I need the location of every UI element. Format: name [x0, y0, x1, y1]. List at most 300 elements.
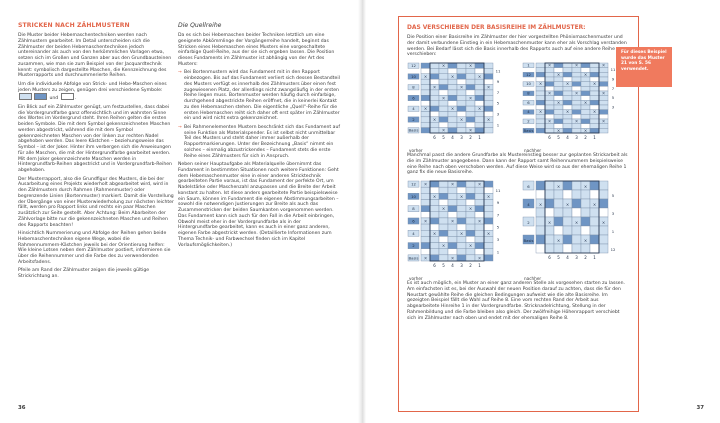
- chart-caption: nachher: [524, 148, 542, 153]
- chart-cell: [554, 119, 563, 124]
- chart-cell: [484, 224, 493, 230]
- chart-cell: [475, 128, 484, 133]
- chart-cell: [430, 187, 439, 193]
- chart-cell: [430, 63, 439, 68]
- slip-mark: ×: [459, 84, 464, 90]
- chart-cell: [466, 101, 475, 106]
- chart-cell: [430, 249, 439, 255]
- paragraph: Pfeile am Rand der Zählmuster zeigen die jeweils gültige Strickrichtung an.: [18, 268, 150, 280]
- chart-cell: [536, 86, 545, 91]
- chart-cell: [572, 244, 581, 253]
- column-number-label: 3: [460, 135, 463, 140]
- column-number-label: 3: [460, 263, 463, 268]
- chart-cell: [448, 230, 457, 236]
- chart-cell: [484, 128, 493, 133]
- chart-cell: [466, 236, 475, 242]
- page-number: 37: [696, 405, 704, 411]
- slip-mark: ×: [468, 63, 473, 69]
- slip-mark: ×: [477, 255, 482, 261]
- slip-mark: ×: [565, 81, 570, 87]
- row-number-label: 4: [412, 106, 415, 112]
- chart-cell: [457, 122, 466, 127]
- row-number-label: 5: [611, 192, 615, 198]
- column-number-label: 4: [451, 135, 454, 140]
- chart-cell: [545, 124, 554, 129]
- chart-cell: [554, 217, 563, 226]
- column-number-label: 3: [575, 255, 578, 260]
- chart-cell: [475, 199, 484, 205]
- chart-cell: [599, 128, 608, 133]
- row-number-label: 11: [610, 67, 616, 73]
- chart-cell: [439, 212, 448, 218]
- chart-cell: [536, 226, 545, 235]
- slip-mark: ×: [592, 81, 597, 87]
- chart-cell: [545, 82, 554, 87]
- chart-cell: [448, 79, 457, 84]
- row-number-label: 9: [611, 76, 615, 82]
- chart-cell: [599, 244, 608, 253]
- chart-cell: [599, 100, 608, 105]
- chart-cell: [430, 212, 439, 218]
- row-number-label: 5: [496, 224, 500, 230]
- section-heading: STRICKEN NACH ZÄHLMUSTERN: [18, 22, 130, 29]
- slip-mark: ×: [423, 218, 428, 224]
- row-number-label: 2: [412, 243, 415, 249]
- arrow-list: [178, 70, 341, 159]
- chart-cell: [581, 91, 590, 96]
- chart-cell: [448, 193, 457, 199]
- chart-cell: [545, 181, 554, 190]
- chart-cell: [563, 114, 572, 119]
- chart-cell: [421, 236, 430, 242]
- slip-mark: ×: [441, 243, 446, 249]
- paragraph: Manchmal passt die andere Grundfarbe als Mustereinstieg besser zur geplanten Strickarbeit als die im Zählmuster angegebene. Dann kann der Rapport samt Reihennummern beispielsweise eine Reihe nach oben verschoben werden. Auf diese Weise wird so aus der ehemaligen Reihe 1 ganz fix die neue Basisreihe.: [407, 153, 628, 176]
- chart-cell: [554, 114, 563, 119]
- chart-cell: [590, 86, 599, 91]
- paragraph-text: und: [49, 96, 59, 102]
- chart-cell: [448, 85, 457, 90]
- chart-cell: [439, 79, 448, 84]
- row-number-label: 7: [611, 85, 615, 91]
- chart-cell: [572, 82, 581, 87]
- slip-mark: ×: [432, 230, 437, 236]
- chart-cell: [448, 249, 457, 255]
- chart-cell: [430, 128, 439, 133]
- slip-mark: ×: [583, 183, 588, 189]
- paragraph: Neben seiner Hauptaufgabe als Materialquelle übernimmt das Fundament in bestimmten Situationen noch weitere Funktionen: Geht dem Hebemaschenmuster eine in einer anderen Stricktechnik gearbeiteten Partie voraus, ist das Fundament der perfekte Ort, um Nadelstärke oder Maschenzahl anzupassen und die Breite der Arbeit konstant zu halten. Ist diese anders gearbeitete Partie beispielsweise ein Saum, können im Fundament die eigenen Abstimmungsarbeiten – sowohl die notwendigen Justierungen zur Breite als auch das Zusammenstricken der beiden Saumkanten vorgenommen werden. Das Fundament kann sich auch für den Fall in die Arbeit einbringen, Obwohl meist eher in der Vordergrundfarbe als in der Hintergrundfarbe gearbeitet, kann es auch in einer ganz anderen, eigenen Farbe abgestrickt werden. (Detaillierte Informationen zum Thema Technik- und Farbwechsel finden sich im Kapitel Vorlaufsmöglichkeiten.): [178, 162, 339, 248]
- chart-cell: [599, 235, 608, 244]
- slip-mark: ×: [583, 237, 588, 243]
- chart-cell: [457, 101, 466, 106]
- chart-cell: [466, 193, 475, 199]
- chart-cell: [554, 190, 563, 199]
- chart-cell: [572, 105, 581, 110]
- chart-cell: [466, 74, 475, 79]
- slip-mark: ×: [441, 206, 446, 212]
- slip-mark: ×: [459, 193, 464, 199]
- chart-cell: [536, 190, 545, 199]
- chart-cell: [484, 181, 493, 187]
- chart-cell: [457, 128, 466, 133]
- chart-cell: [466, 212, 475, 218]
- slip-mark: ×: [468, 206, 473, 212]
- chart-cell: [554, 77, 563, 82]
- chart-cell: [457, 212, 466, 218]
- column-number-label: 5: [557, 255, 560, 260]
- chart-cell: [466, 85, 475, 90]
- chart-cell: [475, 90, 484, 95]
- row-number-label: 10: [526, 81, 531, 87]
- row-number-label: Basis: [523, 237, 534, 243]
- paragraph: Es ist auch möglich, ein Muster an einer ganz anderen Stelle als vorgesehen starten zu lassen. Am einfachsten ist es, bei der Auswahl der neuen Position darauf zu achten, dass die für den Neustart gewählte Reihe die gleichen Bedingungen aufweist wie die alte Basisreihe. Im gezeigten Beispiel fällt die Wahl auf Reihe 8. Eine vom rechten Rand der Arbeit aus abgearbeitete Hinreihe 1 in der Vordergrundfarbe. Stricknadelrichtung, Stellung in der Rahmenbildung und die Farbe bleiben also gleich. Der zwölfreihige Höhenrapport verschiebt sich im Zählmuster nach oben und endet mit der ehemaligen Reihe 8.: [407, 281, 625, 321]
- paragraph: Hinsichtlich Nummerierung und Abfolge der Reihen gehen beide Hebemaschentechniken eigene Wege, wobei die Rahmennummern-Kästchen jeweils bei der Orientierung helfen: Wie kleine Lotsen neben dem Zählmuster postiert, informieren sie über die Reihennummer und die Farbe des zu verwendenden Arbeitsfadens.: [18, 231, 171, 265]
- chart-cell: [590, 190, 599, 199]
- chart-before-2: [407, 179, 507, 281]
- chart-cell: [421, 249, 430, 255]
- chart-cell: [545, 72, 554, 77]
- chart-cell: [581, 119, 590, 124]
- chart-cell: [536, 235, 545, 244]
- chart-cell: [572, 199, 581, 208]
- chart-cell: [484, 218, 493, 224]
- chart-cell: [581, 105, 590, 110]
- slip-mark: ×: [468, 127, 473, 133]
- chart-cell: [421, 111, 430, 116]
- chart-cell: [484, 68, 493, 73]
- chart-cell: [554, 63, 563, 68]
- chart-cell: [439, 74, 448, 79]
- row-number-label: 1: [496, 249, 500, 255]
- chart-cell: [563, 128, 572, 133]
- slip-mark: ×: [423, 106, 428, 112]
- chart-cell: [554, 110, 563, 115]
- slip-mark: ×: [450, 73, 455, 79]
- chart-cell: [599, 208, 608, 217]
- chart-cell: [466, 187, 475, 193]
- chart-cell: [563, 91, 572, 96]
- chart-cell: [536, 68, 545, 73]
- row-number-label: 8: [412, 206, 415, 212]
- chart-cell: [536, 181, 545, 190]
- chart-cell: [599, 72, 608, 77]
- chart-cell: [448, 236, 457, 242]
- chart-cell: [536, 124, 545, 129]
- chart-cell: [536, 208, 545, 217]
- chart-cell: [466, 117, 475, 122]
- chart-cell: [448, 90, 457, 95]
- chart-cell: [484, 74, 493, 79]
- chart-cell: [448, 63, 457, 68]
- slip-mark: ×: [432, 116, 437, 122]
- chart-cell: [599, 96, 608, 101]
- chart-cell: [590, 96, 599, 101]
- chart-cell: [484, 249, 493, 255]
- chart-cell: [439, 187, 448, 193]
- right-page: [362, 0, 720, 423]
- chart-cell: [545, 128, 554, 133]
- chart-cell: [590, 217, 599, 226]
- row-number-label: 11: [495, 68, 501, 74]
- chart-cell: [457, 199, 466, 205]
- chart-cell: [590, 235, 599, 244]
- row-number-label: 6: [527, 99, 530, 105]
- column-number-label: 2: [584, 135, 587, 140]
- paragraph: Die Muster beider Hebemaschentechniken werden nach Zählmustern gearbeitet. Im Detail unterscheiden sich die Zählmuster der beiden Hebemaschentechniken jedoch untereinander als auch von den herkömmlichen Vorlagen etwa, setzen sich im Großen und Ganzen aber aus den Grundbausteinen zusammen, wie man sie zum Beispiel von der Jacquardtechnik kennt: symbolisch dargestellte Maschen, die Kennzeichnung des Musterrapports und durchnummerierte Reihen.: [18, 33, 172, 79]
- chart-cell: [475, 111, 484, 116]
- chart-cell: [484, 122, 493, 127]
- knitting-chart-svg: [407, 179, 507, 273]
- chart-cell: [545, 190, 554, 199]
- chart-cell: [545, 199, 554, 208]
- chart-cell: [421, 95, 430, 100]
- chart-cell: [466, 199, 475, 205]
- slip-mark: ×: [441, 95, 446, 101]
- slip-mark: ×: [556, 99, 561, 105]
- chart-cell: [439, 230, 448, 236]
- slip-mark: ×: [574, 118, 579, 124]
- chart-cell: [439, 193, 448, 199]
- chart-cell: [439, 255, 448, 261]
- chart-cell: [590, 119, 599, 124]
- slip-mark: ×: [450, 255, 455, 261]
- paragraph: Der Musterrapport, also die Grundfigur des Musters, die bei der Ausarbeitung eines Projekts wiederholt abgearbeitet wird, wird in den Zählmustern durch Rahmen (Rahmenmuster) oder begrenzende Linien (Bortenmuster) markiert. Damit die Vorstellung der Übergänge von einer Musterwiederholung zur nächsten leichter fällt, werden pro Rapport links und rechts ein paar Maschen zusätzlich zur Seite gestellt. Aber Achtung: Beim Abarbeiten der Zählvorlage bitte nur die gekennzeichneten Maschen und Reihen des Rapports beachten!: [18, 176, 174, 228]
- chart-cell: [475, 122, 484, 127]
- chart-cell: [484, 95, 493, 100]
- knitting-chart-svg: [522, 179, 622, 273]
- slip-mark: ×: [556, 237, 561, 243]
- chart-cell: [545, 226, 554, 235]
- chart-cell: [421, 128, 430, 133]
- row-number-label: 4: [412, 230, 415, 236]
- chart-cell: [599, 124, 608, 129]
- chart-cell: [457, 63, 466, 68]
- chart-cell: [466, 68, 475, 73]
- chart-cell: [572, 77, 581, 82]
- chart-cell: [475, 230, 484, 236]
- slip-mark: ×: [547, 118, 552, 124]
- column-number-label: 3: [575, 135, 578, 140]
- chart-cell: [563, 235, 572, 244]
- slip-mark: ×: [450, 218, 455, 224]
- row-number-label: 10: [411, 73, 416, 79]
- chart-cell: [590, 124, 599, 129]
- chart-cell: [572, 235, 581, 244]
- column-number-label: 2: [584, 255, 587, 260]
- chart-cell: [599, 68, 608, 73]
- chart-cell: [599, 199, 608, 208]
- chart-cell: [421, 206, 430, 212]
- chart-cell: [536, 114, 545, 119]
- row-number-label: Basis: [523, 127, 534, 133]
- list-item: → Bei Rahmenelementen Mustern beschränkt sich das Fundament auf seine Funktion als Materialspender. Es ist selbst nicht unmittelbar Teil des Musters und steht daher immer außerhalb der Rapportmarkierungen. Unter der Bezeichnung „Basis“ nimmt ein solches – einmalig abzustrickendes – Fundament stets die erste Reihe eines Zählmusters für sich in Anspruch.: [178, 125, 341, 160]
- slip-mark: ×: [441, 63, 446, 69]
- list-item: → Bei Bortenmustern wird das Fundament mit in den Rapport einbezogen. Bis auf das Fundament verliert sich dessen Bestandteil des Musters verfügt es innerhalb des Zählmusters über einen fest zugewiesenen Platz, der allerdings nicht zwangsläufig in der ersten Reihe liegen muss. Bortenmuster werden häufig durch einfarbige, durchgehend abgestrickte Reihen eröffnet, die in keinerlei Kontakt zu den Hebemaschen stehen. Die eigentliche „Quell“-Reihe für die ersten Hebemaschen reiht sich daher oft erst später im Zählmuster ein und wird nicht extra gekennzeichnet.: [178, 70, 341, 122]
- chart-cell: [563, 63, 572, 68]
- chart-cell: [466, 181, 475, 187]
- chart-cell: [457, 206, 466, 212]
- knit-symbol-icon: [19, 93, 32, 100]
- chart-cell: [545, 68, 554, 73]
- chart-cell: [484, 243, 493, 249]
- slip-mark: ×: [468, 243, 473, 249]
- chart-cell: [545, 208, 554, 217]
- chart-cell: [457, 74, 466, 79]
- chart-cell: [430, 90, 439, 95]
- knitting-chart-svg: [522, 61, 622, 145]
- chart-cell: [590, 91, 599, 96]
- chart-cell: [536, 91, 545, 96]
- row-number-label: 2: [527, 118, 530, 124]
- chart-cell: [563, 181, 572, 190]
- chart-cell: [430, 199, 439, 205]
- chart-cell: [421, 243, 430, 249]
- chart-cell: [466, 255, 475, 261]
- chart-cell: [475, 117, 484, 122]
- chart-cell: [484, 106, 493, 111]
- column-number-label: 5: [442, 135, 445, 140]
- chart-cell: [421, 90, 430, 95]
- chart-cell: [457, 218, 466, 224]
- chart-cell: [599, 105, 608, 110]
- chart-cell: [572, 208, 581, 217]
- chart-cell: [475, 249, 484, 255]
- chart-cell: [590, 208, 599, 217]
- chart-cell: [430, 122, 439, 127]
- chart-cell: [439, 199, 448, 205]
- column-number-label: 6: [433, 263, 436, 268]
- paragraph: Da es sich bei Hebemaschen beider Techniken letztlich um eine geeignete Abkömmlinge der Vorgängerreihe handelt, beginnt das Stricken eines Hebemaschen eines Musters eine vorgeschaltete einfarbige Quell-Reihe, aus der sie sich ergeben lassen. Die Position dieses Fundaments im Zählmuster ist abhängig von der Art des Musters:: [178, 33, 335, 67]
- row-number-label: 10: [411, 193, 416, 199]
- chart-cell: [563, 226, 572, 235]
- row-number-label: 6: [412, 95, 415, 101]
- chart-cell: [572, 72, 581, 77]
- chart-cell: [457, 95, 466, 100]
- chart-cell: [581, 77, 590, 82]
- chart-cell: [536, 119, 545, 124]
- chart-cell: [475, 243, 484, 249]
- joker-symbol-icon: [61, 93, 74, 100]
- row-number-label: 3: [611, 210, 615, 216]
- slip-mark: ×: [441, 127, 446, 133]
- chart-cell: [475, 193, 484, 199]
- slip-mark: ×: [574, 62, 579, 68]
- chart-cell: [457, 90, 466, 95]
- chart-cell: [563, 124, 572, 129]
- chart-cell: [572, 181, 581, 190]
- slip-mark: ×: [601, 90, 606, 96]
- chart-cell: [448, 243, 457, 249]
- chart-cell: [484, 63, 493, 68]
- slip-mark: ×: [592, 109, 597, 115]
- chart-cell: [554, 91, 563, 96]
- slip-mark: ×: [574, 90, 579, 96]
- chart-cell: [563, 244, 572, 253]
- chart-cell: [475, 187, 484, 193]
- chart-cell: [448, 128, 457, 133]
- chart-cell: [421, 79, 430, 84]
- chart-cell: [563, 96, 572, 101]
- chart-cell: [475, 224, 484, 230]
- info-box: [398, 16, 639, 412]
- chart-cell: [421, 224, 430, 230]
- chart-cell: [572, 68, 581, 73]
- chart-cell: [475, 236, 484, 242]
- row-number-label: 1: [527, 62, 530, 68]
- chart-cell: [430, 95, 439, 100]
- column-number-label: 6: [548, 255, 551, 260]
- chart-cell: [484, 101, 493, 106]
- chart-cell: [536, 217, 545, 226]
- chart-cell: [439, 68, 448, 73]
- chart-cell: [590, 244, 599, 253]
- chart-after-1: [522, 61, 622, 153]
- chart-cell: [545, 100, 554, 105]
- slip-mark: ×: [538, 81, 543, 87]
- chart-cell: [475, 63, 484, 68]
- slip-mark: ×: [574, 219, 579, 225]
- chart-cell: [430, 236, 439, 242]
- chart-cell: [599, 77, 608, 82]
- slip-mark: ×: [601, 219, 606, 225]
- chart-cell: [439, 85, 448, 90]
- slip-mark: ×: [583, 127, 588, 133]
- chart-cell: [536, 244, 545, 253]
- column-number-label: 6: [548, 135, 551, 140]
- chart-cell: [554, 226, 563, 235]
- slip-mark: ×: [556, 127, 561, 133]
- chart-cell: [563, 208, 572, 217]
- slip-mark: ×: [459, 116, 464, 122]
- chart-cell: [439, 117, 448, 122]
- row-number-label: 3: [611, 104, 615, 110]
- chart-cell: [563, 119, 572, 124]
- chart-cell: [581, 244, 590, 253]
- row-number-label: 4: [527, 109, 530, 115]
- slip-mark: ×: [556, 183, 561, 189]
- slip-mark: ×: [486, 193, 491, 199]
- chart-cell: [421, 212, 430, 218]
- chart-cell: [430, 106, 439, 111]
- chart-cell: [590, 63, 599, 68]
- sidenote-box: Für dieses Beispiel wurde das Muster 21 von S. 56 verwendet.: [616, 47, 672, 87]
- slip-mark: ×: [477, 106, 482, 112]
- chart-cell: [581, 82, 590, 87]
- chart-cell: [457, 236, 466, 242]
- chart-cell: [430, 243, 439, 249]
- chart-cell: [466, 79, 475, 84]
- chart-cell: [457, 249, 466, 255]
- chart-cell: [545, 77, 554, 82]
- chart-cell: [590, 128, 599, 133]
- chart-cell: [581, 217, 590, 226]
- knitting-chart-svg: [407, 61, 507, 145]
- chart-cell: [484, 255, 493, 261]
- chart-cell: [448, 199, 457, 205]
- row-number-label: 8: [412, 84, 415, 90]
- row-number-label: 1: [496, 122, 500, 128]
- slip-mark: ×: [459, 230, 464, 236]
- chart-row-1: [407, 61, 630, 153]
- chart-cell: [554, 208, 563, 217]
- row-number-label: 5: [496, 100, 500, 106]
- slip-mark: ×: [477, 218, 482, 224]
- row-number-label: 9: [496, 200, 500, 206]
- chart-cell: [572, 226, 581, 235]
- slip-mark: ×: [538, 109, 543, 115]
- column-number-label: 4: [566, 135, 569, 140]
- chart-cell: [421, 199, 430, 205]
- column-number-label: 5: [442, 263, 445, 268]
